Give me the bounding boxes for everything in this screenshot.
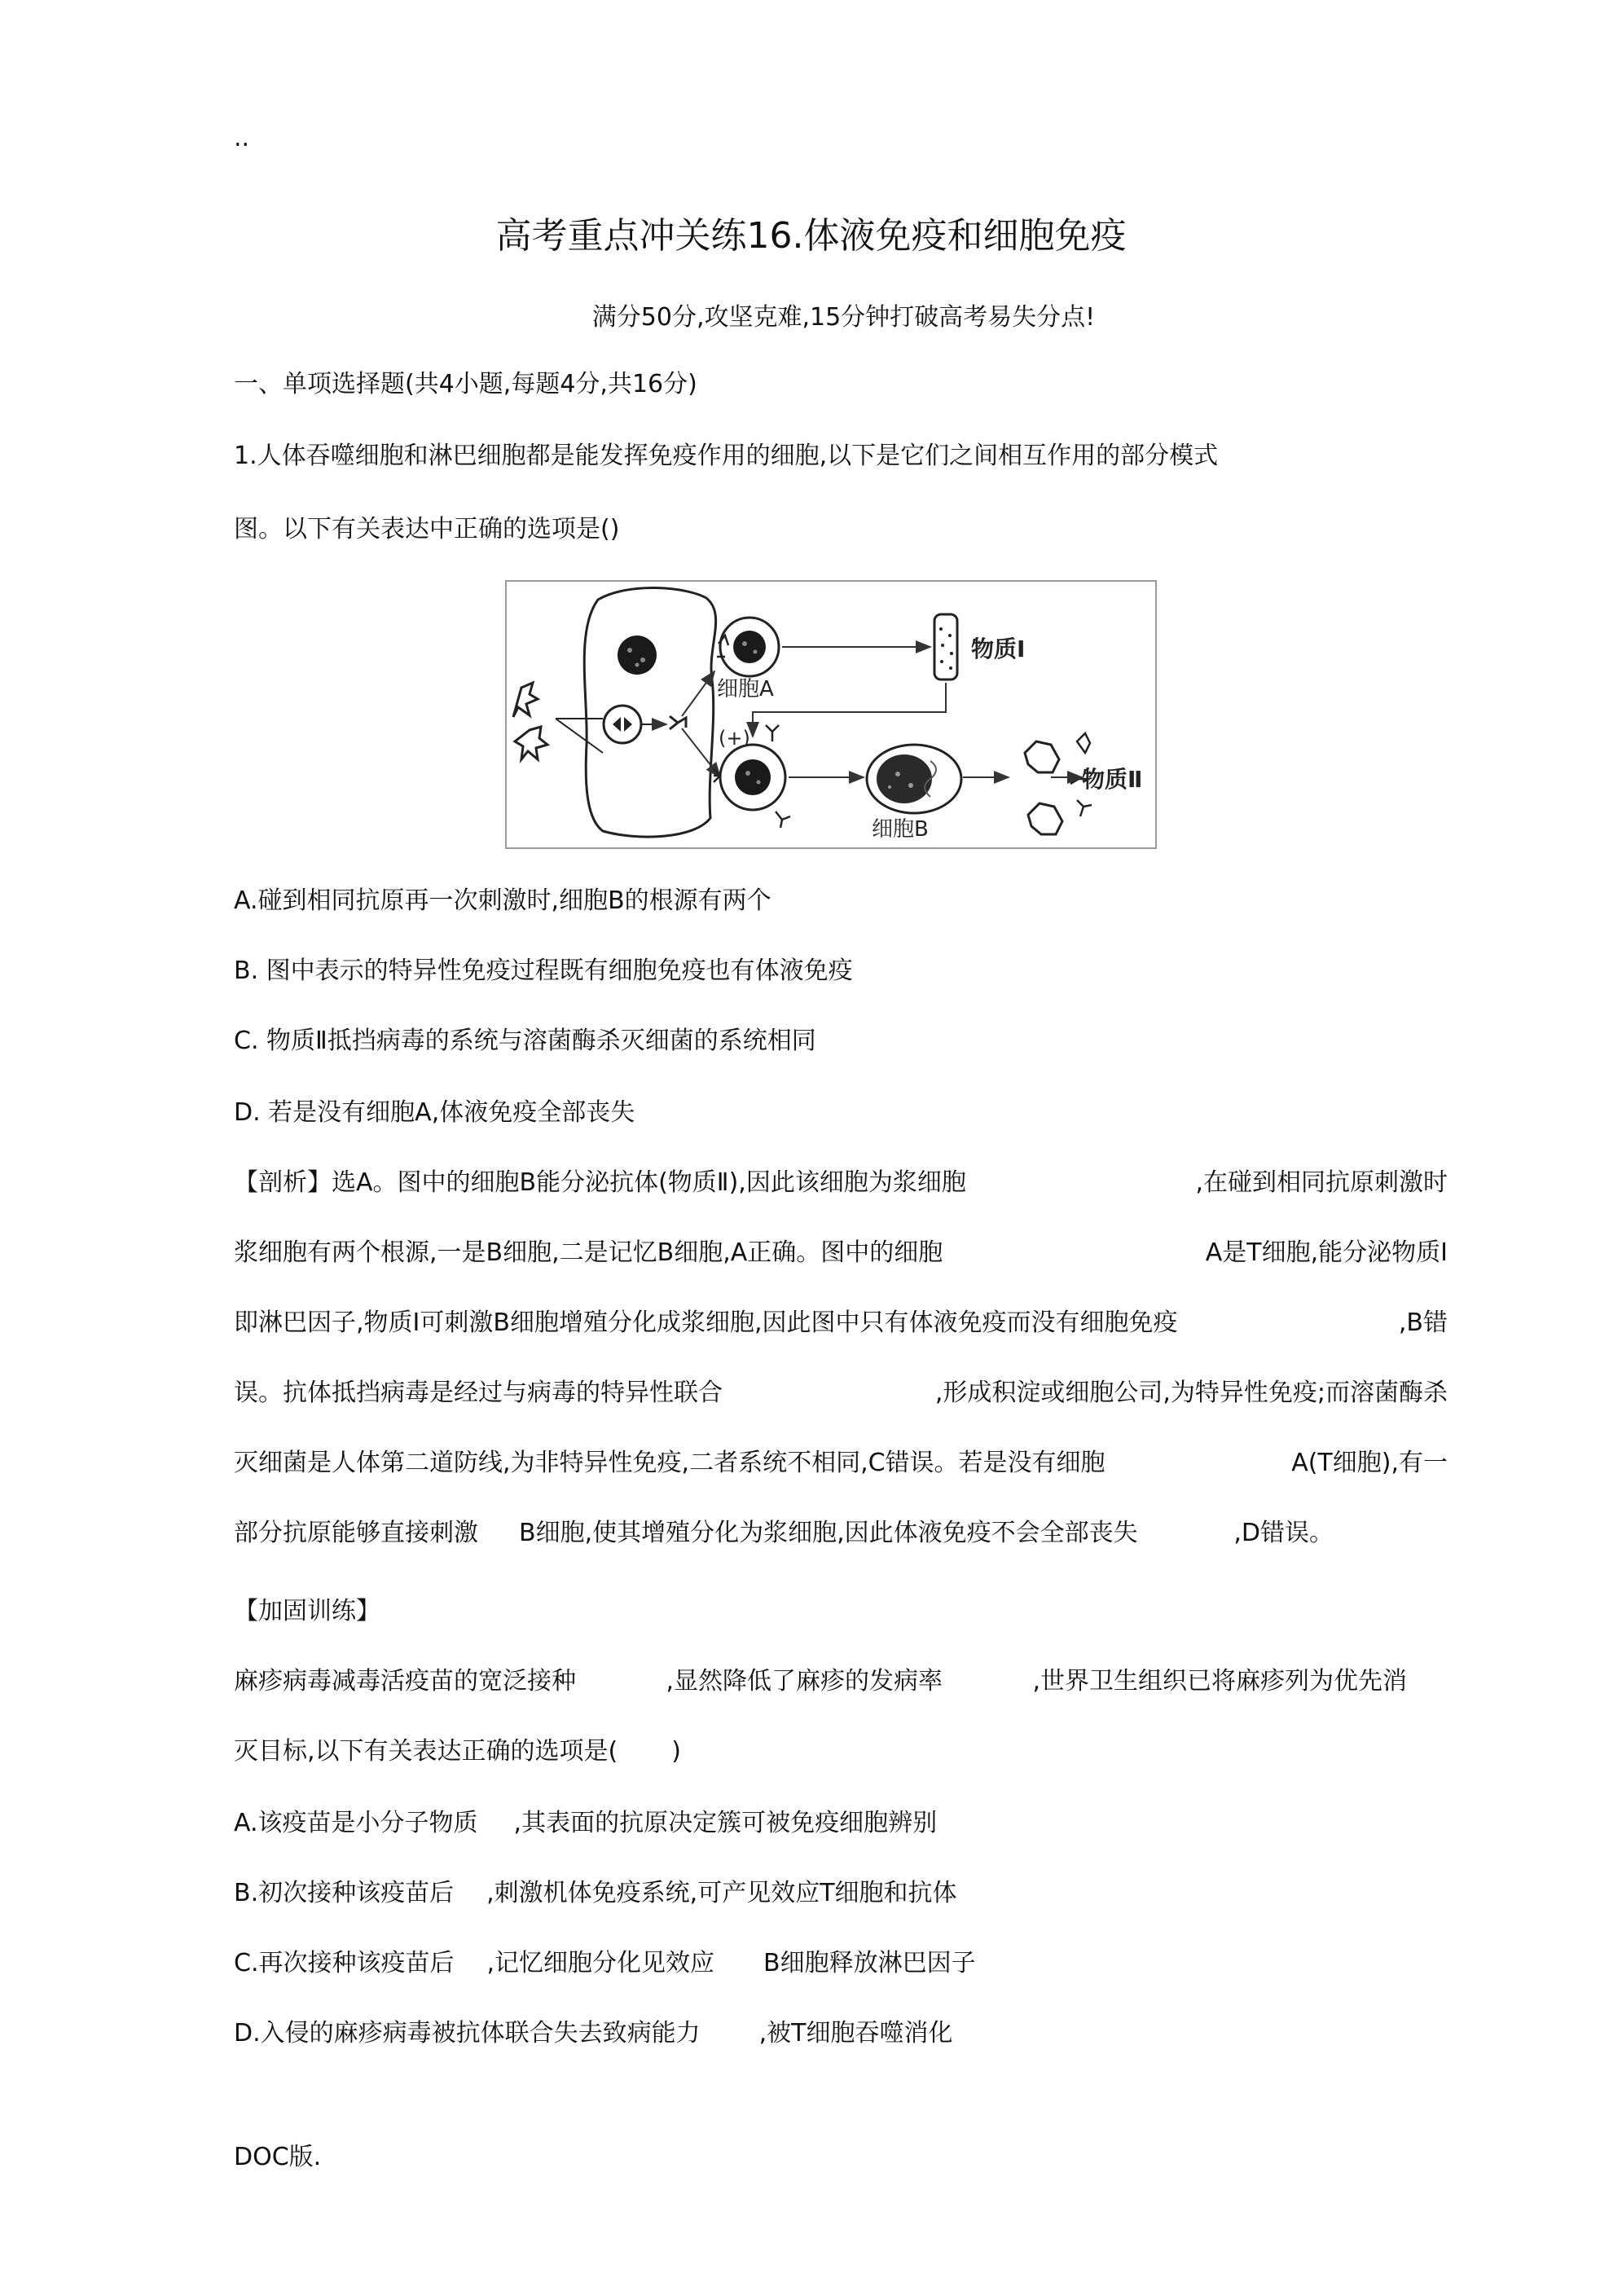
cell-b-label: 细胞B [872,817,929,842]
section-heading: 一、单项选择题(共4小题,每题4分,共16分) [234,370,697,398]
analysis-text: B细胞,使其增殖分化为浆细胞,因此体液免疫不会全部丧失 [519,1519,1138,1547]
analysis-text: ,B错 [1398,1309,1448,1337]
question1-option-a: A.碰到相同抗原再一次刺激时,细胞B的根源有两个 [234,886,771,915]
cell-a-label: 细胞A [717,677,774,702]
analysis-line-2 [234,1237,1448,1269]
reinforce-text: 灭目标,以下有关表达正确的选项是( [234,1737,618,1766]
analysis-text: 部分抗原能够直接刺激 [234,1519,478,1547]
analysis-text: 灭细菌是人体第二道防线,为非特异性免疫,二者系统不相同,C错误。若是没有细胞 [234,1449,1106,1477]
reinforce-text: ) [671,1737,681,1766]
reinforce-text: ,被T细胞吞噬消化 [758,2019,953,2047]
page-subtitle: 满分50分,攻坚克难,15分钟打破高考易失分点! [591,303,1096,332]
question1-option-b: B. 图中表示的特异性免疫过程既有细胞免疫也有体液免疫 [234,957,853,985]
analysis-line-6 [234,1517,1448,1550]
reinforce-text: ,记忆细胞分化见效应 [486,1949,715,1977]
footer-text: DOC版. [234,2143,322,2171]
cell-a [717,618,779,676]
reinforce-text: A.该疫苗是小分子物质 [234,1809,478,1837]
plus-label: (+) [719,727,750,750]
reinforce-text: ,显然降低了麻疹的发病率 [666,1667,943,1696]
substance-1-vesicle [934,614,957,680]
immune-cell-diagram [505,580,1157,849]
reinforce-text: B细胞释放淋巴因子 [763,1949,976,1977]
analysis-text: ,D错误。 [1233,1519,1334,1547]
analysis-line-3 [234,1307,1448,1339]
analysis-text: 即淋巴因子,物质Ⅰ可刺激B细胞增殖分化成浆细胞,因此图中只有体液免疫而没有细胞免疫 [234,1309,1178,1337]
reinforce-text: ,世界卫生组织已将麻疹列为优先消 [1032,1667,1407,1696]
cell-b [867,745,961,813]
reinforce-question-line-2 [234,1735,1448,1768]
reinforce-option-c [234,1947,1448,1980]
reinforce-text: 麻疹病毒减毒活疫苗的宽泛接种 [234,1667,576,1696]
reinforce-text: D.入侵的麻疹病毒被抗体联合失去致病能力 [234,2019,701,2047]
question-stem-line-2: 图。以下有关表达中正确的选项是() [234,515,620,543]
antigen-icon [513,683,547,759]
analysis-text: A(T细胞),有一 [1291,1449,1448,1477]
analysis-line-1 [234,1167,1448,1199]
page-title: 高考重点冲关练16.体液免疫和细胞免疫 [495,215,1127,257]
header-mark: .. [234,124,250,152]
reinforce-text: ,刺激机体免疫系统,可产见效应T细胞和抗体 [486,1879,957,1907]
reinforce-question-line-1 [234,1665,1407,1698]
analysis-text: 浆细胞有两个根源,一是B细胞,二是记忆B细胞,A正确。图中的细胞 [234,1238,943,1267]
analysis-text: 【剖析】选A。图中的细胞B能分泌抗体(物质Ⅱ),因此该细胞为浆细胞 [234,1168,966,1197]
reinforce-option-d [234,2017,1448,2050]
analysis-text: ,在碰到相同抗原刺激时 [1195,1168,1448,1197]
reinforce-text: C.再次接种该疫苗后 [234,1949,455,1977]
analysis-line-4 [234,1377,1448,1410]
reinforce-text: B.初次接种该疫苗后 [234,1879,455,1907]
substance-1-label: 物质Ⅰ [971,636,1026,662]
question1-option-c: C. 物质Ⅱ抵挡病毒的系统与溶菌酶杀灭细菌的系统相同 [234,1027,816,1055]
question-stem-line-1: 1.人体吞噬细胞和淋巴细胞都是能发挥免疫作用的细胞,以下是它们之间相互作用的部分模式 [234,442,1219,470]
reinforce-option-b [234,1877,1448,1910]
analysis-text: 误。抗体抵挡病毒是经过与病毒的特异性联合 [234,1379,723,1407]
reinforce-text: ,其表面的抗原决定簇可被免疫细胞辨别 [513,1809,938,1837]
analysis-text: A是T细胞,能分泌物质Ⅰ [1205,1238,1448,1267]
substance-2-label: 物质Ⅱ [1082,766,1143,793]
analysis-line-5 [234,1447,1448,1480]
phagocyte [556,587,716,837]
analysis-text: ,形成积淀或细胞公司,为特异性免疫;而溶菌酶杀 [934,1379,1448,1407]
reinforce-option-a [234,1807,1448,1840]
question1-option-d: D. 若是没有细胞A,体液免疫全部丧失 [234,1098,635,1127]
reinforce-heading: 【加固训练】 [234,1597,380,1625]
